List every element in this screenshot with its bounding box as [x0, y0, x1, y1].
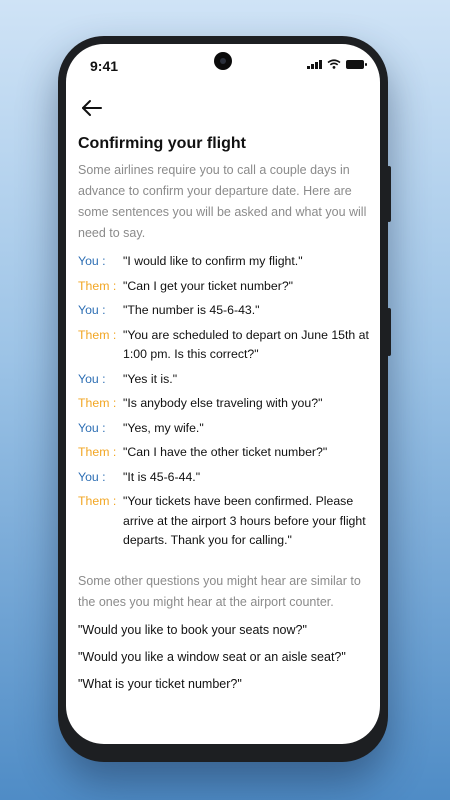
speaker-them: Them : — [78, 327, 117, 342]
page-title: Confirming your flight — [78, 135, 246, 152]
dialog-text: "Is anybody else traveling with you?" — [123, 396, 323, 410]
dialog-line — [78, 277, 370, 297]
dialog-text: "It is 45-6-44." — [123, 469, 201, 484]
phone-frame — [58, 36, 388, 762]
dialog-line — [78, 419, 370, 439]
question-item: "Would you like to book your seats now?" — [78, 622, 307, 637]
intro-text: Some airlines require you to call a couple days in advance to confirm your departure date. Here are some sentences you will be asked and what you will need to say. — [78, 163, 367, 240]
dialog-line — [78, 301, 370, 321]
dialog-line — [78, 468, 370, 488]
wifi-icon — [327, 59, 341, 69]
question-item: "Would you like a window seat or an aisle seat?" — [78, 649, 346, 664]
system-icons — [307, 59, 364, 69]
signal-icon — [307, 59, 322, 69]
dialog-line — [78, 252, 370, 272]
dialog-line — [78, 492, 370, 551]
status-time: 9:41 — [90, 58, 119, 74]
arrow-left-icon — [83, 101, 101, 115]
speaker-them: Them : — [78, 396, 117, 410]
other-questions-intro: Some other questions you might hear are similar to the ones you might hear at the airport counter. — [78, 573, 361, 609]
speaker-you: You : — [78, 254, 106, 268]
screen — [66, 44, 380, 744]
dialog-text: "Yes it is." — [123, 371, 178, 386]
volume-button — [387, 166, 391, 222]
status-bar — [66, 44, 380, 88]
questions-list — [78, 621, 370, 694]
speaker-you: You : — [78, 469, 106, 484]
dialog-text: "The number is 45-6-43." — [123, 303, 260, 317]
dialog-text: "Your tickets have been confirmed. Please arrive at the airport 3 hours before your flight departs. Thank you for calling." — [123, 494, 366, 547]
power-button — [387, 308, 391, 356]
dialog-list — [78, 252, 370, 551]
front-camera-icon — [214, 52, 232, 70]
speaker-you: You : — [78, 420, 106, 435]
speaker-them: Them : — [78, 278, 117, 293]
back-button[interactable] — [78, 94, 106, 122]
dialog-text: "I would like to confirm my flight." — [123, 254, 303, 268]
dialog-line — [78, 443, 370, 463]
dialog-line — [78, 394, 370, 414]
dialog-text: "Yes, my wife." — [123, 420, 204, 435]
battery-icon — [346, 60, 364, 69]
speaker-them: Them : — [78, 494, 117, 508]
dialog-text: "You are scheduled to depart on June 15th at 1:00 pm. Is this correct?" — [123, 327, 369, 361]
content — [78, 134, 370, 694]
dialog-text: "Can I get your ticket number?" — [123, 278, 294, 293]
dialog-line — [78, 326, 370, 365]
speaker-you: You : — [78, 303, 106, 317]
speaker-them: Them : — [78, 445, 117, 459]
speaker-you: You : — [78, 371, 106, 386]
question-item: "What is your ticket number?" — [78, 676, 242, 691]
dialog-text: "Can I have the other ticket number?" — [123, 445, 328, 459]
dialog-line — [78, 370, 370, 390]
